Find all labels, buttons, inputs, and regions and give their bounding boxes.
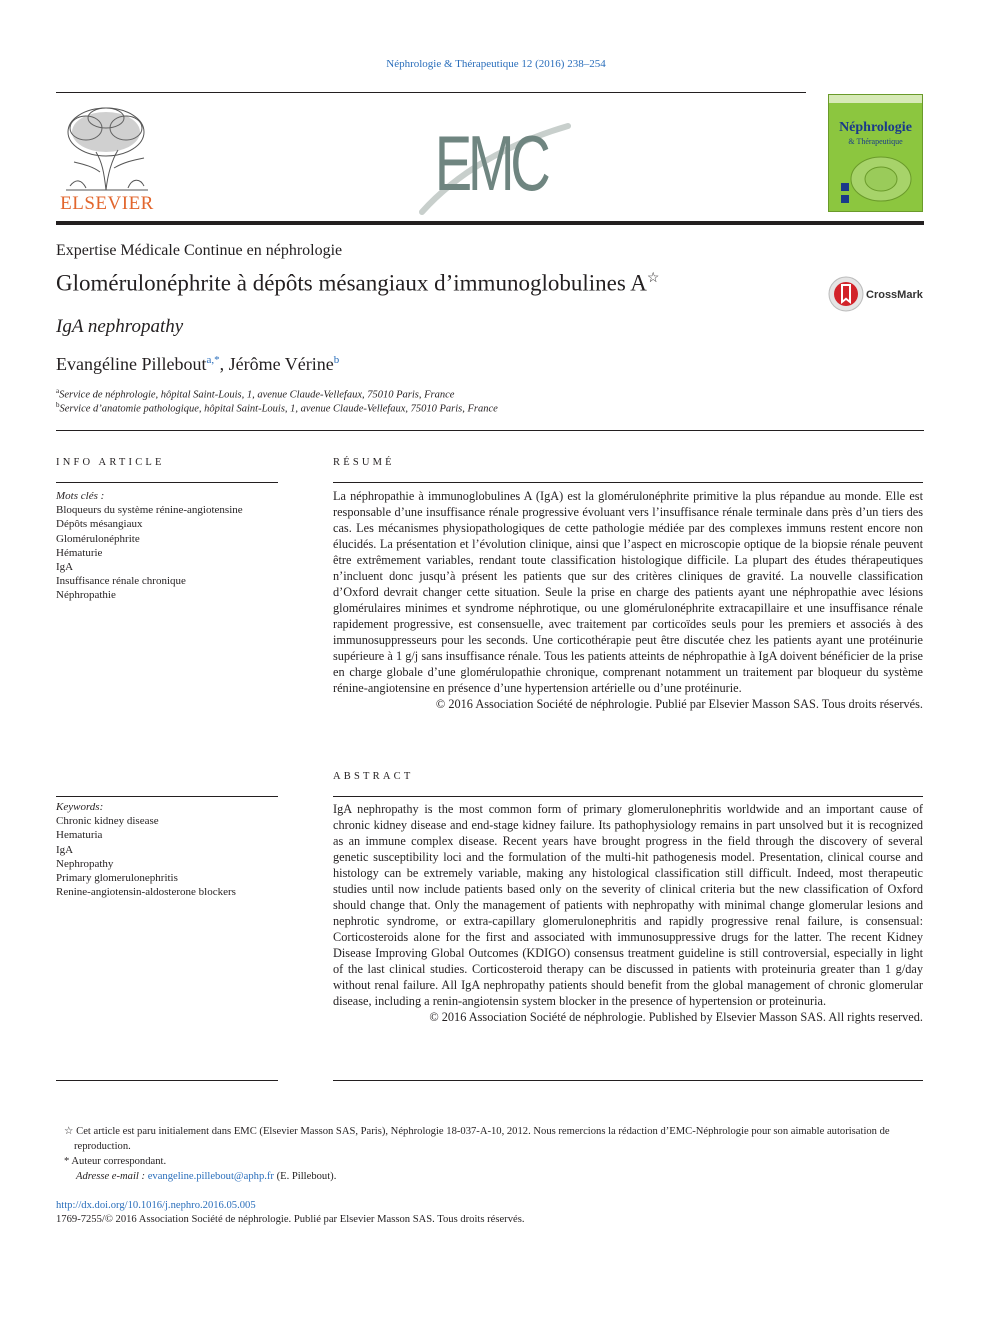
email-line [56,1169,924,1184]
keyword-item: Dépôts mésangiaux [56,518,143,531]
email-label: Adresse e-mail : [76,1171,146,1182]
resume-heading: RÉSUMÉ [333,457,395,468]
author-affiliation-mark[interactable]: a,* [206,354,220,366]
keyword-item: Renine-angiotensin-aldosterone blockers [56,886,236,899]
keyword-item: Chronic kidney disease [56,815,159,828]
author-separator: , [219,354,229,374]
affiliation-text: Service d’anatomie pathologique, hôpital Saint-Louis, 1, avenue Claude-Vellefaux, 75010 Paris, France [59,403,498,415]
header-rule [56,92,806,93]
crossmark-icon [828,276,864,312]
resume-body [333,488,923,712]
keyword-item: IgA [56,843,74,856]
cover-title: Néphrologie [839,120,912,135]
keyword-item: Bloqueurs du système rénine-angiotensine [56,504,243,517]
keywords-heading: Keywords: [56,801,104,813]
cover-strip [829,95,922,103]
resume-text: La néphropathie à immunoglobulines A (IgA) est la glomérulonéphrite primitive la plus répandue au monde. Elle est responsable d’une insuffisance rénale progressive évoluant vers l’insuffisance rénale terminale dans près d’un tiers des cas. Les mécanismes physiopathologiques de cette pathologie médiée par des complexes immuns restent encore non élucidés. La présentation et l’évolution clinique, ainsi que l’aspect en microscopie optique de la biopsie rénale peuvent être extrêmement variables, rendant toute classification histologique difficile. La plupart des études thérapeutiques n’incluent donc jusqu’à présent les patients que sur des critères cliniques de gravité. La nouvelle classification d’Oxford devrait changer cette situation. Seule la prise en charge des patients ayant une néphropathie avec lésions glomérulaires minimes et syndrome néphrotique, ou une glomérulonéphrite extracapillaire et une insuffisance rénale rapidement progressive, est consensuelle, avec traitement par corticoïdes seuls pour les premiers et associés à des immunosuppresseurs pour les seconds. Une corticothérapie peut être discutée chez les patients ayant une protéinurie supérieure à 1 g/j sans insuffisance rénale. Tous les patients atteints de néphropathie à IgA doivent bénéficier de la prise en charge globale d’une glomérulopathie chronique, comprenant notamment un traitement par bloqueur du système rénine-angiotensine en présence d’une hypertension artérielle ou d’une protéinurie. [333,489,923,695]
article-title [56,270,659,297]
author-affiliation-mark[interactable]: b [333,354,340,366]
journal-reference[interactable]: Néphrologie & Thérapeutique 12 (2016) 238–254 [386,58,606,70]
affiliation-rule [56,430,924,431]
resume-rule [333,482,923,483]
journal-cover[interactable] [828,94,923,212]
elsevier-wordmark: ELSEVIER [60,193,154,214]
footnote-mark: * [64,1156,70,1167]
mots-cles-list [56,489,278,603]
doi-text[interactable]: http://dx.doi.org/10.1016/j.nephro.2016.05.005 [56,1200,256,1211]
keyword-item: Hematuria [56,829,103,842]
crossmark-label: CrossMark [866,289,923,301]
emc-logo [416,104,576,216]
keyword-item: Hématurie [56,546,103,559]
keyword-item: Primary glomerulonephritis [56,872,178,885]
affiliation [56,387,454,401]
title-footnote-mark[interactable]: ☆ [646,271,660,286]
issn-line: 1769-7255/© 2016 Association Société de néphrologie. Publié par Elsevier Masson SAS. Tous droits réservés. [56,1214,525,1225]
info-article-heading: INFO ARTICLE [56,457,165,468]
abstract-text: IgA nephropathy is the most common form of primary glomerulonephritis worldwide and an important cause of chronic kidney disease and end-stage kidney failure. Its pathophysiology remains in part unsolved but it is recognized as an immune complex disease. Recent years have brought progress in the field through the discovery of several genetic susceptibility loci and the formulation of the multi-hit pathogenesis model. Presentation, clinical course and histology can be extremely variable, making any histological classification still difficult. Indeed, most therapeutic studies until now include patients based only on the severity of clinical criteria but the new classification of Oxford should change that. Only the management of patients with nephropathy with minimal change glomerular lesions and nephrotic syndrome, or extra-capillary glomerulonephritis and rapidly progressive renal failure, is consensual: Corticosteroids alone for the first and associated with immunosuppressive drugs for the latter. The recent Kidney Disease Improving Global Outcomes (KDIGO) consensus treatment guideline is still controversial, especially in light of the last clinical studies. Corticosteroid therapy can be discussed in patients with proteinuria greater than 1 g/day without renal failure. All IgA nephropathy patients should benefit from the global management of chronic glomerular disease, including a renin-angiotensin system blocker in the presence of hypertension or proteinuria. [333,802,923,1008]
author-name: Jérôme Vérine [228,354,334,374]
keyword-item: Insuffisance rénale chronique [56,575,186,588]
keyword-item: IgA [56,561,74,574]
bottom-right-rule [333,1080,923,1081]
keywords-list [56,800,278,899]
footnote [56,1154,924,1169]
info-rule [56,482,278,483]
english-title: IgA nephropathy [56,316,184,337]
footnotes [56,1124,924,1184]
doi-link[interactable] [56,1200,256,1211]
cover-subtitle: & Thérapeutique [848,137,903,146]
author-list [56,354,339,375]
affiliation [56,401,498,415]
affiliation-mark: b [56,401,60,409]
resume-copyright: © 2016 Association Société de néphrologie. Publié par Elsevier Masson SAS. Tous droits réservés. [435,697,923,711]
abstract-rule [333,796,923,797]
crossmark-badge[interactable] [828,276,924,316]
abstract-copyright: © 2016 Association Société de néphrologie. Published by Elsevier Masson SAS. All rights reserved. [429,1010,923,1024]
masthead-rule [56,221,924,225]
abstract-heading: ABSTRACT [333,771,414,782]
footnote-mark: ☆ [64,1126,74,1137]
article-title-text: Glomérulonéphrite à dépôts mésangiaux d’immunoglobulines A [56,270,647,296]
email-suffix: (E. Pillebout). [276,1171,337,1182]
footnote-text: Auteur correspondant. [71,1156,167,1167]
keyword-item: Nephropathy [56,857,114,870]
keyword-item: Néphropathie [56,589,116,602]
footnote [56,1124,924,1154]
mots-cles-heading: Mots clés : [56,490,105,502]
cover-illustration [839,151,919,209]
keyword-item: Glomérulonéphrite [56,532,140,545]
affiliation-mark: a [56,387,60,395]
section-label: Expertise Médicale Continue en néphrologie [56,242,343,259]
abstract-body [333,801,923,1025]
author-name: Evangéline Pillebout [56,354,207,374]
affiliation-text: Service de néphrologie, hôpital Saint-Louis, 1, avenue Claude-Vellefaux, 75010 Paris, France [59,389,455,401]
keywords-rule [56,796,278,797]
emc-logo-text: EMC [434,119,547,208]
email-link[interactable]: evangeline.pillebout@aphp.fr [147,1171,274,1182]
bottom-left-rule [56,1080,278,1081]
footnote-text: Cet article est paru initialement dans EMC (Elsevier Masson SAS, Paris), Néphrologie 18-037-A-10, 2012. Nous remercions la rédaction d’EMC-Néphrologie pour son aimable autorisation de reproduction. [74,1126,890,1152]
